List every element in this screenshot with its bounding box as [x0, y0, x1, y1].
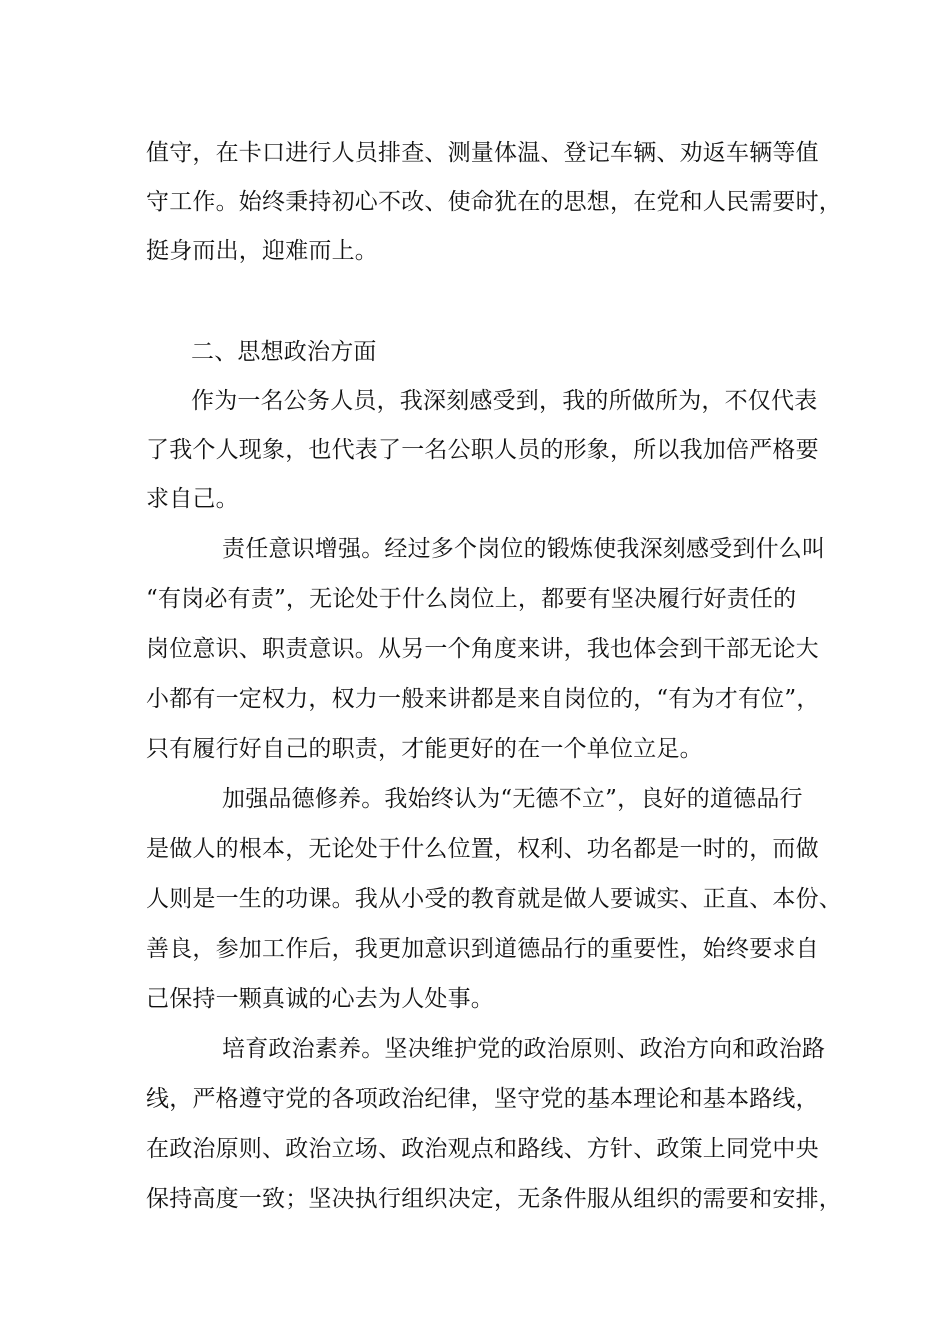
text-line: 保持高度一致；坚决执行组织决定，无条件服从组织的需要和安排， — [146, 1186, 842, 1212]
text-line: 是做人的根本，无论处于什么位置，权利、功名都是一时的，而做 — [146, 836, 819, 862]
text-line: 挺身而出，迎难而上。 — [146, 238, 378, 264]
text-line: 求自己。 — [146, 486, 239, 512]
text-line: 了我个人现象，也代表了一名公职人员的形象，所以我加倍严格要 — [146, 437, 819, 463]
text-line: 人则是一生的功课。我从小受的教育就是做人要诚实、正直、本份、 — [146, 886, 842, 912]
text-line: 小都有一定权力，权力一般来讲都是来自岗位的，“有为才有位”， — [146, 686, 820, 712]
text-line: 值守，在卡口进行人员排查、测量体温、登记车辆、劝返车辆等值 — [146, 140, 819, 166]
text-line: 培育政治素养。坚决维护党的政治原则、政治方向和政治路 — [222, 1036, 826, 1062]
text-line: 善良，参加工作后，我更加意识到道德品行的重要性，始终要求自 — [146, 936, 819, 962]
section-heading: 二、思想政治方面 — [191, 339, 377, 365]
text-line: 线，严格遵守党的各项政治纪律，坚守党的基本理论和基本路线， — [146, 1086, 819, 1112]
text-line: 在政治原则、政治立场、政治观点和路线、方针、政策上同党中央 — [146, 1136, 819, 1162]
text-line: “有岗必有责”，无论处于什么岗位上，都要有坚决履行好责任的 — [146, 586, 797, 612]
text-line: 只有履行好自己的职责，才能更好的在一个单位立足。 — [146, 736, 703, 762]
text-line: 责任意识增强。经过多个岗位的锻炼使我深刻感受到什么叫 — [222, 536, 826, 562]
text-line: 加强品德修养。我始终认为“无德不立”，良好的道德品行 — [222, 786, 803, 812]
text-line: 己保持一颗真诚的心去为人处事。 — [146, 986, 494, 1012]
text-line: 守工作。始终秉持初心不改、使命犹在的思想，在党和人民需要时， — [146, 189, 842, 215]
text-line: 岗位意识、职责意识。从另一个角度来讲，我也体会到干部无论大 — [146, 636, 819, 662]
text-line: 作为一名公务人员，我深刻感受到，我的所做所为，不仅代表 — [191, 388, 818, 414]
